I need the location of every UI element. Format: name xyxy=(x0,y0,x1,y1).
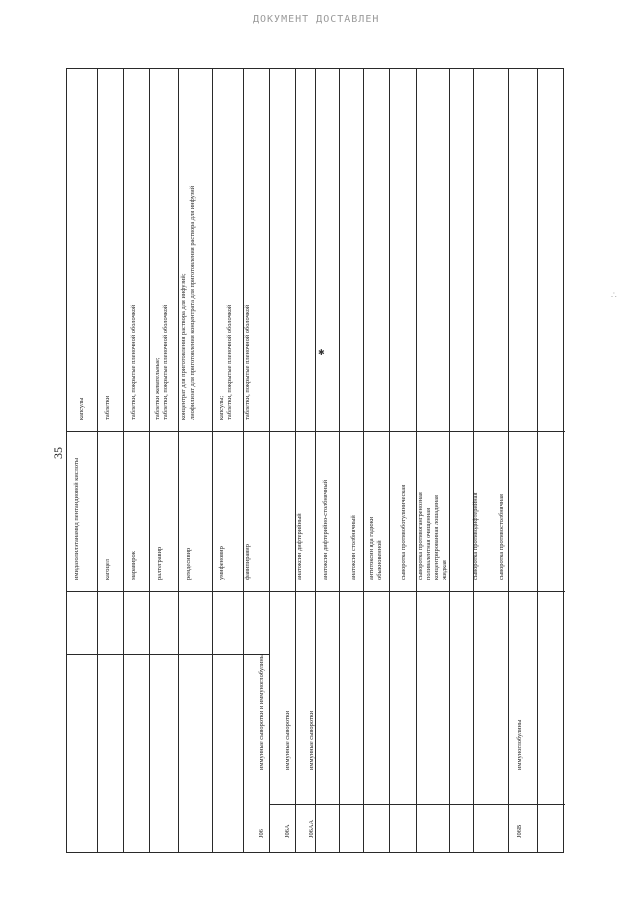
drug-cell-6: умифеновир xyxy=(218,546,225,580)
row-divider xyxy=(149,69,150,852)
group-cell-j06b: иммуноглобулины xyxy=(516,719,523,770)
row-divider xyxy=(339,69,340,852)
code-cell-j06b: J06B xyxy=(516,824,523,838)
row-divider xyxy=(508,69,509,852)
group-cell-j06: иммунные сыворотки и иммуноглобулины xyxy=(258,653,265,770)
group-cell-j06aa: иммунные сыворотки xyxy=(308,710,315,770)
code-cell-j06a: J06A xyxy=(284,824,291,838)
form-cell-5b: лиофилизат для приготовления концентрата для приготовления раствора для инфузий xyxy=(189,185,196,420)
row-divider xyxy=(473,69,474,852)
row-divider xyxy=(389,69,390,852)
column-divider xyxy=(67,591,565,592)
drug-cell-1a: имидазолилэтанамид пентандиовой кислоты xyxy=(73,458,80,580)
drug-cell-2: кагоцел xyxy=(104,559,111,580)
drug-cell-4: ралтегравир xyxy=(156,546,163,580)
drug-cell-16: сыворотка противодифтерийная xyxy=(472,492,479,580)
form-cell-3: таблетки, покрытые пленочной оболочкой xyxy=(130,304,137,420)
column-divider xyxy=(67,431,565,432)
row-divider xyxy=(295,69,296,852)
row-divider xyxy=(416,69,417,852)
document-stamp: ДОКУМЕНТ ДОСТАВЛЕН xyxy=(253,14,380,25)
drug-cell-15b: поливалентная очищенная xyxy=(425,507,432,580)
drug-cell-12: анатоксин столбнячный xyxy=(350,515,357,580)
drug-cell-13b: обыкновенной xyxy=(376,540,383,580)
code-cell-j06: J06 xyxy=(258,829,265,838)
row-divider xyxy=(449,69,450,852)
row-divider xyxy=(269,69,270,852)
drug-cell-14: сыворотка противоботулиническая xyxy=(400,484,407,580)
form-cell-4b: таблетки, покрытые пленочной оболочкой xyxy=(162,304,169,420)
form-cell-2: таблетки xyxy=(104,395,111,420)
scan-speck: ∴ xyxy=(611,290,617,300)
column-divider xyxy=(269,804,565,805)
form-cell-1: капсулы xyxy=(78,397,85,420)
row-divider xyxy=(537,69,538,852)
drug-cell-7: фавипиравир xyxy=(244,544,251,580)
drug-cell-10: анатоксин дифтерийный xyxy=(296,513,303,580)
scan-mark: ✱ xyxy=(318,348,325,357)
drug-cell-17: сыворотка противостолбнячная xyxy=(498,494,505,580)
drug-cell-11: анатоксин дифтерийно-столбнячный xyxy=(322,479,329,580)
row-divider xyxy=(212,69,213,852)
row-divider xyxy=(243,69,244,852)
group-cell-j06a: иммунные сыворотки xyxy=(284,710,291,770)
column-divider xyxy=(67,654,269,655)
page-number: 35 xyxy=(51,447,65,459)
form-cell-6a: капсулы; xyxy=(218,395,225,420)
drug-cell-15d: жидкая xyxy=(441,560,448,580)
row-divider xyxy=(178,69,179,852)
row-divider xyxy=(97,69,98,852)
form-cell-6b: таблетки, покрытые пленочной оболочкой xyxy=(226,304,233,420)
drug-cell-3: маравирок xyxy=(130,551,137,580)
drug-cell-15a: сыворотка противогангренозная xyxy=(417,492,424,580)
form-cell-5a: концентрат для приготовления раствора для инфузий; xyxy=(180,273,187,420)
row-divider xyxy=(363,69,364,852)
drug-cell-13a: антитоксин яда гадюки xyxy=(368,516,375,580)
drug-cell-5: ремдесивир xyxy=(185,547,192,580)
drug-cell-15c: концентрированная лошадиная xyxy=(433,495,440,580)
form-cell-7: таблетки, покрытые пленочной оболочкой xyxy=(244,304,251,420)
row-divider xyxy=(123,69,124,852)
form-cell-4a: таблетки жевательные; xyxy=(154,357,161,420)
code-cell-j06aa: J06AA xyxy=(308,819,315,838)
